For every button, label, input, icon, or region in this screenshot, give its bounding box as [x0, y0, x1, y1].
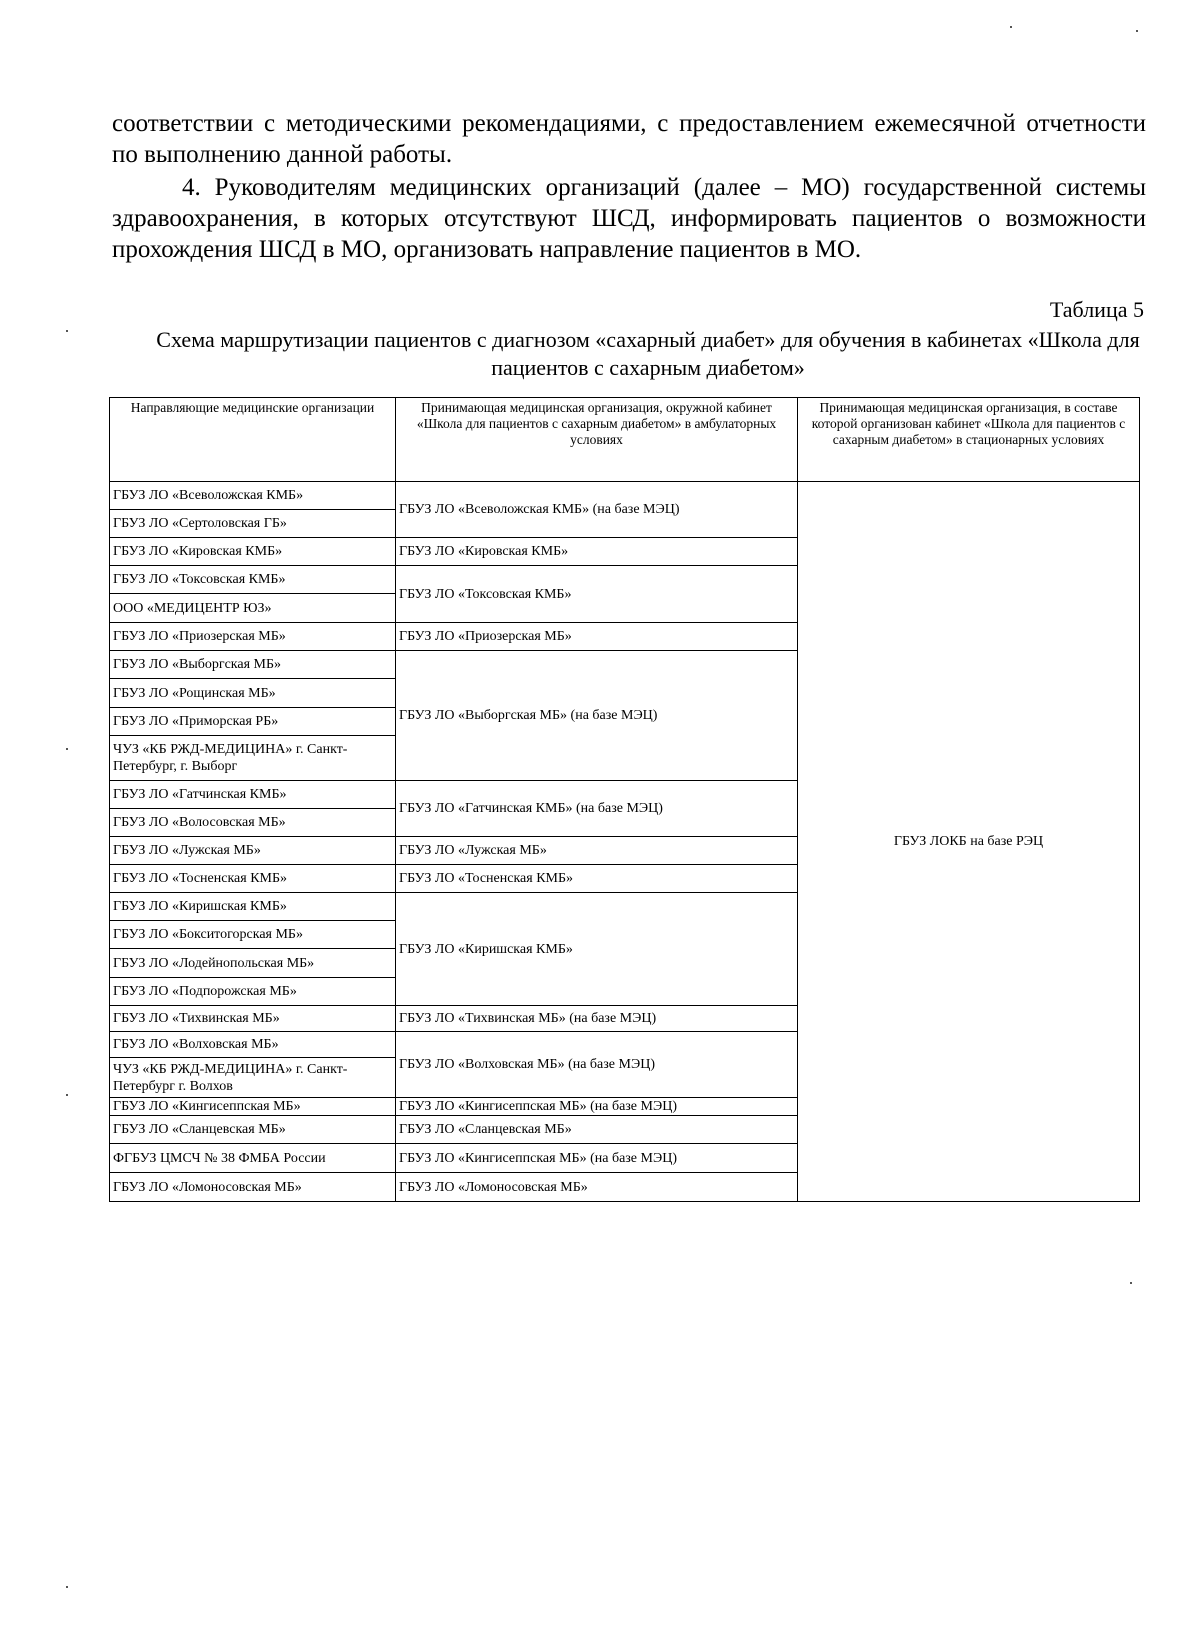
- table-number-label: Таблица 5: [1049, 297, 1144, 322]
- referring-org-cell: ГБУЗ ЛО «Бокситогорская МБ»: [110, 921, 396, 949]
- scan-speck: [66, 330, 68, 332]
- referring-org-cell: ГБУЗ ЛО «Сланцевская МБ»: [110, 1116, 396, 1144]
- receiving-org-cell: ГБУЗ ЛО «Кировская КМБ»: [396, 538, 798, 566]
- receiving-org-cell: ГБУЗ ЛО «Всеволожская КМБ» (на базе МЭЦ): [396, 482, 798, 538]
- receiving-org-cell: ГБУЗ ЛО «Выборгская МБ» (на базе МЭЦ): [396, 651, 798, 781]
- header-receiving-inpatient: Принимающая медицинская организация, в составе которой организован кабинет «Школа для пациентов с сахарным диабетом» в стационарных условиях: [798, 398, 1140, 482]
- scan-speck: [1010, 26, 1012, 28]
- referring-org-cell: ГБУЗ ЛО «Лужская МБ»: [110, 837, 396, 865]
- referring-org-cell: ГБУЗ ЛО «Подпорожская МБ»: [110, 978, 396, 1006]
- table-header-row: [110, 398, 1140, 482]
- referring-org-cell: ГБУЗ ЛО «Рощинская МБ»: [110, 679, 396, 708]
- receiving-org-cell: ГБУЗ ЛО «Лужская МБ»: [396, 837, 798, 865]
- table-row: [110, 482, 1140, 510]
- paragraph-continuation: соответствии с методическими рекомендациями, с предоставлением ежемесячной отчетности по выполнению данной работы.: [112, 110, 1146, 168]
- referring-org-cell: ГБУЗ ЛО «Тосненская КМБ»: [110, 865, 396, 893]
- referring-org-cell: ГБУЗ ЛО «Кировская КМБ»: [110, 538, 396, 566]
- receiving-org-cell: ГБУЗ ЛО «Приозерская МБ»: [396, 623, 798, 651]
- scan-speck: [66, 1586, 68, 1588]
- receiving-org-cell: ГБУЗ ЛО «Ломоносовская МБ»: [396, 1173, 798, 1202]
- header-referring: Направляющие медицинские организации: [110, 398, 396, 482]
- referring-org-cell: ГБУЗ ЛО «Выборгская МБ»: [110, 651, 396, 679]
- inpatient-org-cell: ГБУЗ ЛОКБ на базе РЭЦ: [798, 482, 1140, 1202]
- referring-org-cell: ГБУЗ ЛО «Кингисеппская МБ»: [110, 1098, 396, 1116]
- scan-speck: [66, 1094, 68, 1096]
- receiving-org-cell: ГБУЗ ЛО «Киришская КМБ»: [396, 893, 798, 1006]
- referring-org-cell: ГБУЗ ЛО «Приморская РБ»: [110, 708, 396, 736]
- scan-speck: [1136, 30, 1138, 32]
- referring-org-cell: ФГБУЗ ЦМСЧ № 38 ФМБА России: [110, 1144, 396, 1173]
- referring-org-cell: ГБУЗ ЛО «Тихвинская МБ»: [110, 1006, 396, 1032]
- scan-speck: [66, 748, 68, 750]
- table-caption: Схема маршрутизации пациентов с диагнозом «сахарный диабет» для обучения в кабинетах «Школа для пациентов с сахарным диабетом»: [156, 327, 1140, 380]
- referring-org-cell: ООО «МЕДИЦЕНТР ЮЗ»: [110, 594, 396, 623]
- routing-table: [109, 397, 1140, 1202]
- paragraph-item-4: 4. Руководителям медицинских организаций (далее – МО) государственной системы здравоохранения, в которых отсутствуют ШСД, информировать пациентов о возможности прохождения ШСД в МО, организовать направление пациентов в МО.: [112, 174, 1146, 263]
- receiving-org-cell: ГБУЗ ЛО «Токсовская КМБ»: [396, 566, 798, 623]
- referring-org-cell: ГБУЗ ЛО «Гатчинская КМБ»: [110, 781, 396, 809]
- receiving-org-cell: ГБУЗ ЛО «Кингисеппская МБ» (на базе МЭЦ): [396, 1098, 798, 1116]
- referring-org-cell: ЧУЗ «КБ РЖД-МЕДИЦИНА» г. Санкт-Петербург, г. Выборг: [110, 736, 396, 781]
- referring-org-cell: ГБУЗ ЛО «Сертоловская ГБ»: [110, 510, 396, 538]
- receiving-org-cell: ГБУЗ ЛО «Тихвинская МБ» (на базе МЭЦ): [396, 1006, 798, 1032]
- referring-org-cell: ГБУЗ ЛО «Волосовская МБ»: [110, 809, 396, 837]
- referring-org-cell: ГБУЗ ЛО «Киришская КМБ»: [110, 893, 396, 921]
- receiving-org-cell: ГБУЗ ЛО «Гатчинская КМБ» (на базе МЭЦ): [396, 781, 798, 837]
- referring-org-cell: ГБУЗ ЛО «Лодейнопольская МБ»: [110, 949, 396, 978]
- receiving-org-cell: ГБУЗ ЛО «Волховская МБ» (на базе МЭЦ): [396, 1032, 798, 1098]
- header-receiving-outpatient: Принимающая медицинская организация, окружной кабинет «Школа для пациентов с сахарным диабетом» в амбулаторных условиях: [396, 398, 798, 482]
- referring-org-cell: ГБУЗ ЛО «Ломоносовская МБ»: [110, 1173, 396, 1202]
- referring-org-cell: ГБУЗ ЛО «Токсовская КМБ»: [110, 566, 396, 594]
- receiving-org-cell: ГБУЗ ЛО «Тосненская КМБ»: [396, 865, 798, 893]
- referring-org-cell: ГБУЗ ЛО «Волховская МБ»: [110, 1032, 396, 1058]
- scan-speck: [1130, 1282, 1132, 1284]
- referring-org-cell: ГБУЗ ЛО «Всеволожская КМБ»: [110, 482, 396, 510]
- receiving-org-cell: ГБУЗ ЛО «Кингисеппская МБ» (на базе МЭЦ): [396, 1144, 798, 1173]
- receiving-org-cell: ГБУЗ ЛО «Сланцевская МБ»: [396, 1116, 798, 1144]
- referring-org-cell: ГБУЗ ЛО «Приозерская МБ»: [110, 623, 396, 651]
- referring-org-cell: ЧУЗ «КБ РЖД-МЕДИЦИНА» г. Санкт-Петербург г. Волхов: [110, 1058, 396, 1098]
